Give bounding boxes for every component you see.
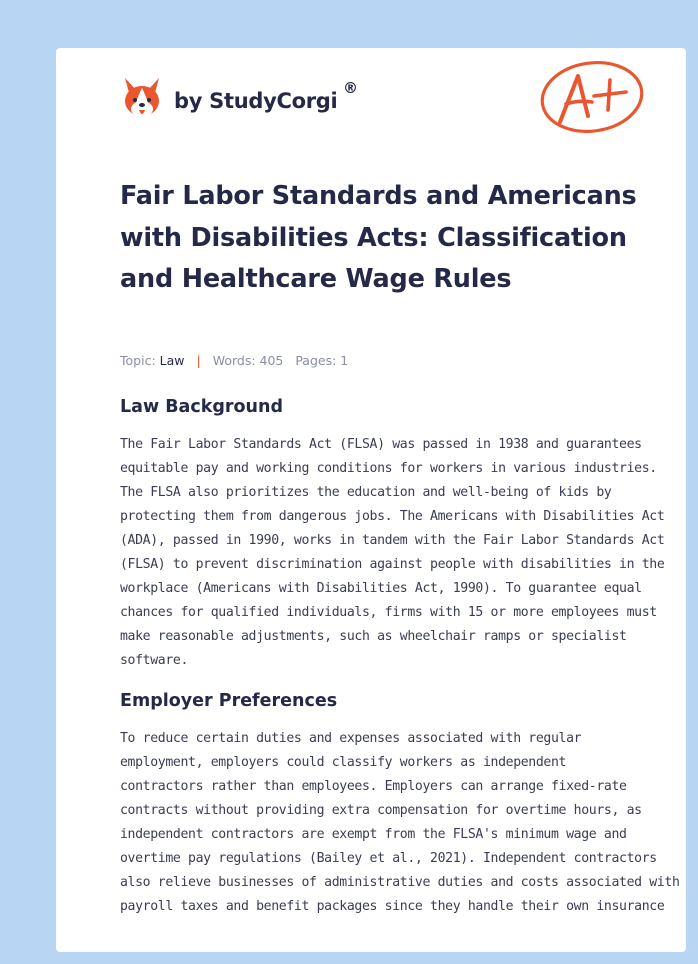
paragraph-line: equitable pay and working conditions for workers in various industries. [120,461,657,476]
paragraph-line: workplace (Americans with Disabilities Act, 1990). To guarantee equal [120,581,642,596]
topic-label: Topic: [120,353,156,368]
paragraph-line: employment, employers could classify workers as independent [120,755,567,770]
paragraph-line: make reasonable adjustments, such as wheelchair ramps or specialist [120,629,627,644]
paragraph-line: payroll taxes and benefit packages since they handle their own insurance [120,899,665,914]
meta-separator: | [196,353,201,368]
section-paragraph [120,727,680,919]
registered-mark: ® [343,79,358,97]
section-paragraph [120,433,665,673]
paragraph-line: contractors rather than employees. Employers can arrange fixed-rate [120,779,627,794]
paragraph-line: also relieve businesses of administrative duties and costs associated with [120,875,680,890]
paragraph-line: software. [120,653,189,668]
words-label: Words: [212,353,256,368]
topic-link[interactable]: Law [159,353,185,368]
document-page [56,48,686,952]
article-meta [120,353,348,368]
paragraph-line: To reduce certain duties and expenses associated with regular [120,731,582,746]
paragraph-line: contracts without providing extra compensation for overtime hours, as [120,803,642,818]
paragraph-line: independent contractors are exempt from the FLSA's minimum wage and [120,827,627,842]
paragraph-line: protecting them from dangerous jobs. The Americans with Disabilities Act [120,509,665,524]
pages-label: Pages: [295,353,337,368]
page-title: Fair Labor Standards and Americans with Disabilities Acts: Classification and Healthcare Wage Rules [120,181,637,294]
paragraph-line: (FLSA) to prevent discrimination against people with disabilities in the [120,557,665,572]
corgi-logo-icon [122,76,162,120]
section-heading: Employer Preferences [120,691,338,711]
brand-name[interactable]: by StudyCorgi [174,89,338,113]
words-count: 405 [259,353,284,368]
grade-stamp-icon [538,58,648,140]
pages-count: 1 [340,353,349,368]
paragraph-line: chances for qualified individuals, firms with 15 or more employees must [120,605,657,620]
paragraph-line: overtime pay regulations (Bailey et al., 2021). Independent contractors [120,851,657,866]
paragraph-line: (ADA), passed in 1990, works in tandem with the Fair Labor Standards Act [120,533,665,548]
section-heading: Law Background [120,397,284,417]
paragraph-line: The FLSA also prioritizes the education and well-being of kids by [120,485,612,500]
paragraph-line: The Fair Labor Standards Act (FLSA) was passed in 1938 and guarantees [120,437,642,452]
